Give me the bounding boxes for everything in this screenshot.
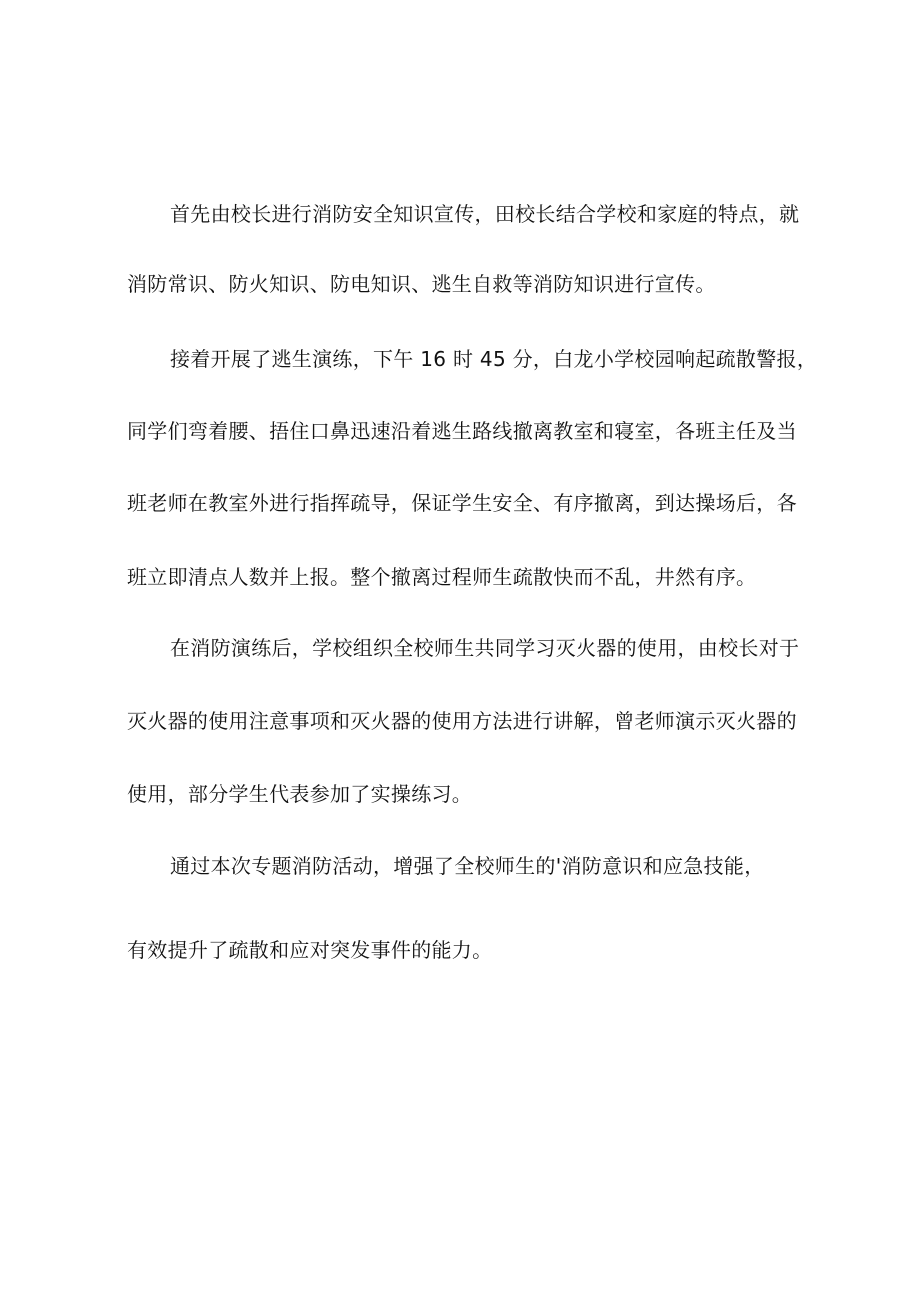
paragraph-4-line-1: 通过本次专题消防活动，增强了全校师生的'消防意识和应急技能， [170,854,765,878]
paragraph-3-line-1: 在消防演练后，学校组织全校师生共同学习灭火器的使用，由校长对于 [170,636,800,660]
paragraph-2-line-3: 班老师在教室外进行指挥疏导，保证学生安全、有序撤离，到达操场后，各 [127,491,797,515]
paragraph-3-line-3: 使用，部分学生代表参加了实操练习。 [127,782,473,806]
paragraph-2-line-4: 班立即清点人数并上报。整个撤离过程师生疏散快而不乱，井然有序。 [127,565,757,589]
paragraph-2-line-1: 接着开展了逃生演练，下午 16 时 45 分，白龙小学校园响起疏散警报， [170,347,818,371]
paragraph-1-line-2: 消防常识、防火知识、防电知识、逃生自救等消防知识进行宣传。 [127,272,716,296]
paragraph-4-line-2: 有效提升了疏散和应对突发事件的能力。 [127,938,493,962]
paragraph-1-line-1: 首先由校长进行消防安全知识宣传，田校长结合学校和家庭的特点，就 [170,202,800,226]
paragraph-2-line-2: 同学们弯着腰、捂住口鼻迅速沿着逃生路线撤离教室和寝室，各班主任及当 [127,419,797,443]
paragraph-3-line-2: 灭火器的使用注意事项和灭火器的使用方法进行讲解，曾老师演示灭火器的 [127,709,797,733]
